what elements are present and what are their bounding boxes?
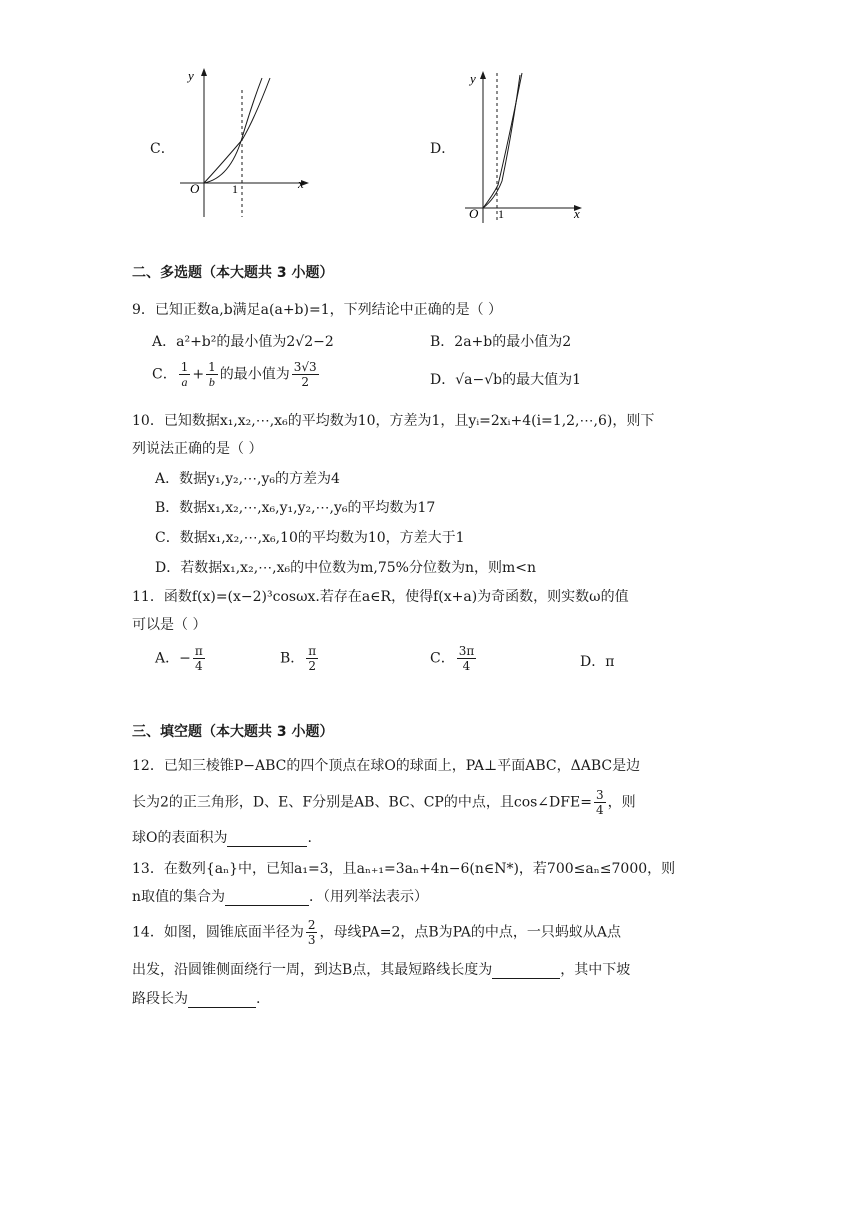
question-13-line2 <box>132 886 428 906</box>
question-12-text: 长为2的正三角形，D、E、F分别是AB、BC、CP的中点，且cos∠DFE= <box>132 794 592 811</box>
answer-blank[interactable] <box>225 889 309 906</box>
question-11-option-d: D．π <box>580 654 615 670</box>
origin-label: O <box>469 206 479 221</box>
question-10-option-c: C．数据x₁,x₂,⋯,x₆,10的平均数为10，方差大于1 <box>155 530 465 546</box>
question-10-option-d: D．若数据x₁,x₂,⋯,x₆的中位数为m,75%分位数为n，则m<n <box>155 560 536 576</box>
fraction-3pi-over-4: $\frac{3\pi}{4}$ <box>458 644 475 673</box>
section-title-fill-in: 三、填空题（本大题共 3 小题） <box>132 724 334 740</box>
answer-blank[interactable] <box>492 962 560 979</box>
option-prefix: C． <box>430 650 455 667</box>
question-14-line2 <box>132 959 630 979</box>
answer-blank[interactable] <box>188 991 256 1008</box>
fraction-1-over-a: $\frac{1}{a}$ <box>180 360 189 389</box>
axis-y-label: y <box>188 68 194 83</box>
answer-blank[interactable] <box>227 830 307 847</box>
fraction-pi-over-2: $\frac{\pi}{2}$ <box>308 644 317 673</box>
question-9-stem: 9．已知正数a,b满足a(a+b)=1，下列结论中正确的是（ ） <box>132 302 503 318</box>
axis-x-label: x <box>574 206 580 221</box>
question-9-option-a: A．a²+b²的最小值为2√2−2 <box>152 334 334 350</box>
question-12-line2 <box>132 788 636 817</box>
option-prefix: C． <box>152 366 177 383</box>
question-14-text-tail: ，其中下坡 <box>560 962 631 978</box>
question-9-option-c <box>152 360 321 389</box>
fraction-pi-over-4: $\frac{\pi}{4}$ <box>194 644 203 673</box>
question-11-stem-line2: 可以是（ ） <box>132 617 207 633</box>
tick-one-label: 1 <box>232 182 238 196</box>
period: . <box>256 991 261 1007</box>
question-14-text-tail: ，母线PA=2，点B为PA的中点，一只蚂蚁从A点 <box>319 924 621 941</box>
fraction-3root3-over-2: $\frac{3√3}{2}$ <box>293 360 317 389</box>
question-9-option-d: D．√a−√b的最大值为1 <box>430 372 582 388</box>
fraction-1-over-b: $\frac{1}{b}$ <box>208 360 216 389</box>
fraction-2-over-3: $\frac{2}{3}$ <box>307 918 316 947</box>
question-10-option-b: B．数据x₁,x₂,⋯,x₆,y₁,y₂,⋯,y₆的平均数为17 <box>155 500 436 516</box>
question-13-text: n取值的集合为 <box>132 889 226 905</box>
question-12-line1: 12．已知三棱锥P−ABC的四个顶点在球O的球面上，PA⊥平面ABC，ΔABC是边 <box>132 758 641 774</box>
question-11-option-b <box>280 644 320 673</box>
tick-one-label: 1 <box>498 207 504 221</box>
question-10-option-a: A．数据y₁,y₂,⋯,y₆的方差为4 <box>155 471 340 487</box>
figure-c-graph <box>170 60 320 225</box>
question-14-text: 路段长为 <box>132 991 188 1007</box>
question-11-option-a <box>155 644 207 673</box>
question-10-stem-line1: 10．已知数据x₁,x₂,⋯,x₆的平均数为10，方差为1，且yᵢ=2xᵢ+4(i=1,2,⋯,6)，则下 <box>132 413 655 429</box>
question-14-line3 <box>132 988 260 1008</box>
question-12-text-tail: ，则 <box>607 794 636 811</box>
question-14-text: 14．如图，圆锥底面半径为 <box>132 924 304 941</box>
question-11-stem-line1: 11．函数f(x)=(x−2)³cosωx.若存在a∈R，使得f(x+a)为奇函数，则实数ω的值 <box>132 589 629 605</box>
axis-y-label: y <box>470 71 476 86</box>
question-13-text-tail: ．（用列举法表示） <box>309 889 429 905</box>
figure-d-label: D． <box>430 141 456 157</box>
question-11-option-c <box>430 644 478 673</box>
section-title-multi-choice: 二、多选题（本大题共 3 小题） <box>132 265 334 281</box>
period: . <box>307 830 312 846</box>
question-10-stem-line2: 列说法正确的是（ ） <box>132 441 263 457</box>
axis-x-label: x <box>298 176 304 191</box>
question-9-option-b: B．2a+b的最小值为2 <box>430 334 572 350</box>
fraction-3-over-4: $\frac{3}{4}$ <box>595 788 604 817</box>
question-14-line1 <box>132 918 621 947</box>
option-prefix: B． <box>280 650 305 667</box>
origin-label: O <box>190 181 200 196</box>
option-text: 的最小值为 <box>219 366 290 383</box>
figure-c-label: C． <box>150 141 175 157</box>
question-14-text: 出发，沿圆锥侧面绕行一周，到达B点，其最短路线长度为 <box>132 962 493 978</box>
question-12-line3 <box>132 827 312 847</box>
question-13-line1: 13．在数列{aₙ}中，已知a₁=3，且aₙ₊₁=3aₙ+4n−6(n∈N*)，若700≤aₙ≤7000，则 <box>132 861 676 877</box>
figure-d-graph <box>460 63 590 225</box>
plus-sign: + <box>192 366 205 383</box>
question-12-text: 球O的表面积为 <box>132 830 228 846</box>
option-prefix: A．− <box>155 650 191 667</box>
